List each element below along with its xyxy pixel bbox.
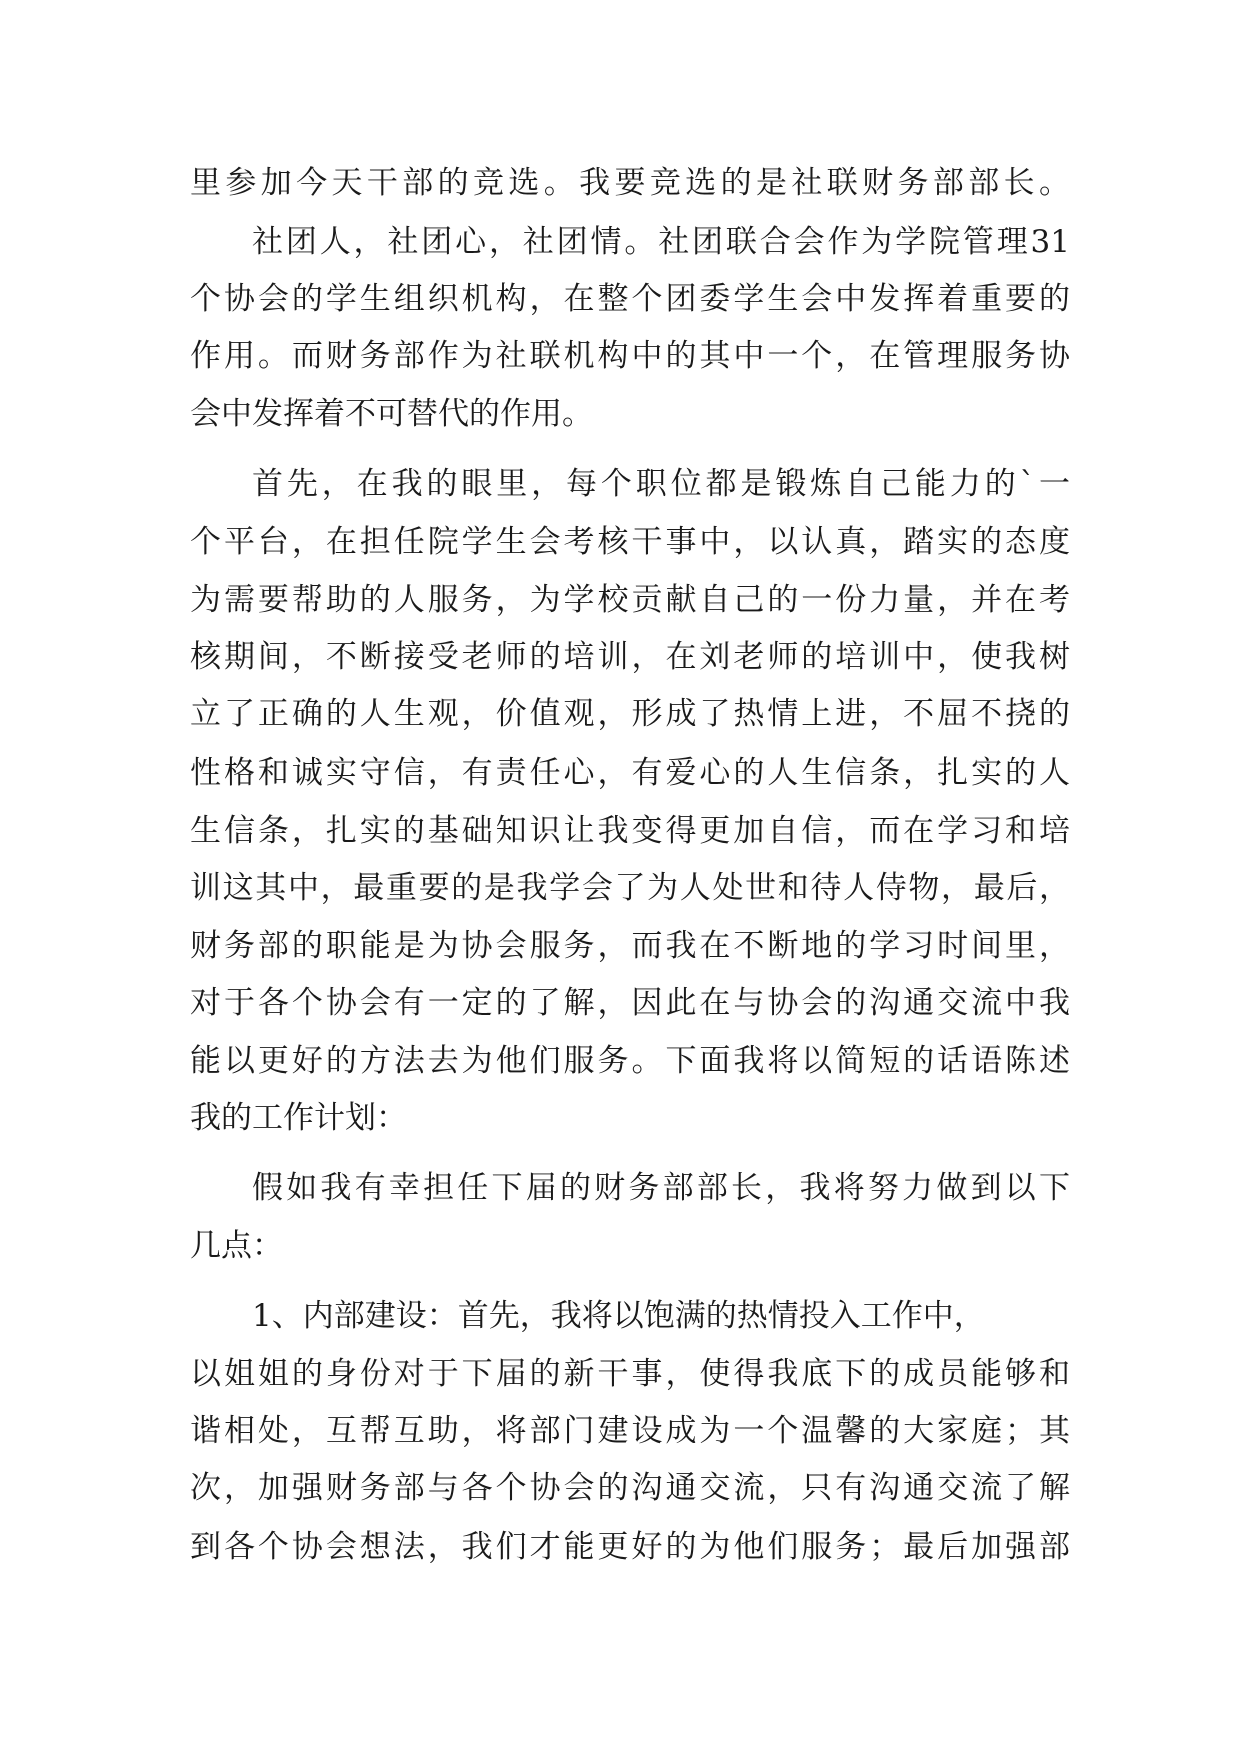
text-line: 以姐姐的身份对于下届的新干事，使得我底下的成员能够和: [190, 1356, 1070, 1392]
text-line: 个协会的学生组织机构，在整个团委学生会中发挥着重要的: [190, 281, 1070, 317]
text-line: 性格和诚实守信，有责任心，有爱心的人生信条，扎实的人: [190, 755, 1070, 791]
text-line: 能以更好的方法去为他们服务。下面我将以简短的话语陈述: [190, 1043, 1070, 1079]
text-line: 几点：: [190, 1228, 283, 1264]
text-line: 财务部的职能是为协会服务，而我在不断地的学习时间里，: [190, 928, 1070, 964]
text-line: 为需要帮助的人服务，为学校贡献自己的一份力量，并在考: [190, 582, 1070, 618]
text-line: 社团人，社团心，社团情。社团联合会作为学院管理31: [252, 224, 1070, 260]
text-line: 立了正确的人生观，价值观，形成了热情上进，不屈不挠的: [190, 696, 1070, 732]
text-line: 谐相处，互帮互助，将部门建设成为一个温馨的大家庭；其: [190, 1413, 1070, 1449]
text-line: 首先，在我的眼里，每个职位都是锻炼自己能力的`一: [252, 466, 1070, 502]
text-line: 训这其中，最重要的是我学会了为人处世和待人侍物，最后，: [190, 870, 1070, 906]
text-line: 次，加强财务部与各个协会的沟通交流，只有沟通交流了解: [190, 1470, 1070, 1506]
text-line: 会中发挥着不可替代的作用。: [190, 396, 593, 432]
text-line: 作用。而财务部作为社联机构中的其中一个，在管理服务协: [190, 338, 1070, 374]
text-line: 假如我有幸担任下届的财务部部长，我将努力做到以下: [252, 1170, 1070, 1206]
text-line: 对于各个协会有一定的了解，因此在与协会的沟通交流中我: [190, 985, 1070, 1021]
text-line: 生信条，扎实的基础知识让我变得更加自信，而在学习和培: [190, 813, 1070, 849]
text-line: 个平台，在担任院学生会考核干事中，以认真，踏实的态度: [190, 524, 1070, 560]
text-line: 里参加今天干部的竞选。我要竞选的是社联财务部部长。: [190, 165, 1070, 201]
text-line: 核期间，不断接受老师的培训，在刘老师的培训中，使我树: [190, 639, 1070, 675]
text-line: 到各个协会想法，我们才能更好的为他们服务；最后加强部: [190, 1529, 1070, 1565]
text-line: 我的工作计划：: [190, 1100, 407, 1136]
text-line: 1、内部建设：首先，我将以饱满的热情投入工作中，: [252, 1298, 985, 1334]
